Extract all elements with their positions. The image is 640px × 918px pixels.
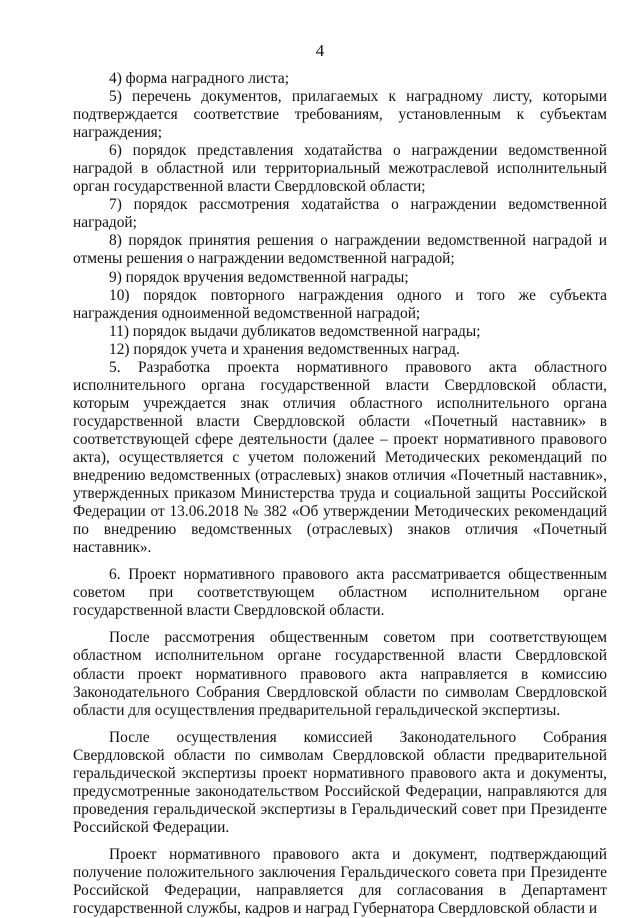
section-paragraph: 5. Разработка проекта нормативного правового акта областного исполнительного органа государственной власти Свердловской области, которым учреждается знак отличия областного исполнительного органа государственной власти Свердловской области «Почетный наставник» в соответствующей сфере деятельности (далее – проект нормативного правового акта), осуществляется с учетом положений Методических рекомендаций по внедрению ведомственных (отраслевых) знаков отличия «Почетный наставник», утвержденных приказом Министерства труда и социальной защиты Российской Федерации от 13.06.2018 № 382 «Об утверждении Методических рекомендаций по внедрению ведомственных (отраслевых) знаков отличия «Почетный наставник». <box>73 358 607 557</box>
list-item: 5) перечень документов, прилагаемых к наградному листу, которыми подтверждается соответствие требованиям, установленным к субъектам награждения; <box>73 88 607 142</box>
body-paragraph: После рассмотрения общественным советом при соответствующем областном исполнительном органе государственной власти Свердловской области проект нормативного правового акта направляется в комиссию Законодательного Собрания Свердловской области по символам Свердловской области для осуществления предварительной геральдической экспертизы. <box>73 629 607 719</box>
list-item: 11) порядок выдачи дубликатов ведомственной награды; <box>109 322 481 340</box>
list-item: 4) форма наградного листа; <box>109 70 290 87</box>
list-item: 6) порядок представления ходатайства о награждении ведомственной наградой в областной или территориальный межотраслевой исполнительный орган государственной власти Свердловской области; <box>73 142 607 196</box>
section-paragraph: 6. Проект нормативного правового акта рассматривается общественным советом при соответствующем областном исполнительном органе государственной власти Свердловской области. <box>73 566 607 620</box>
document-body <box>73 70 607 918</box>
list-item: 10) порядок повторного награждения одного и того же субъекта награждения одноименной ведомственной наградой; <box>73 286 607 322</box>
list-item: 9) порядок вручения ведомственной награды; <box>109 268 409 286</box>
body-paragraph: После осуществления комиссией Законодательного Собрания Свердловской области по символам Свердловской области предварительной геральдической экспертизы проект нормативного правового акта и документы, предусмотренные законодательством Российской Федерации, направляются для проведения геральдической экспертизы в Геральдический совет при Президенте Российской Федерации. <box>73 728 607 836</box>
list-item: 7) порядок рассмотрения ходатайства о награждении ведомственной наградой; <box>73 196 607 232</box>
body-paragraph: Проект нормативного правового акта и документ, подтверждающий получение положительного заключения Геральдического совета при Президенте Российской Федерации, направляется для согласования в Департамент государственной службы, кадров и наград Губернатора Свердловской области и <box>73 845 607 918</box>
list-item: 8) порядок принятия решения о награждении ведомственной наградой и отмены решения о награждении ведомственной наградой; <box>73 232 607 268</box>
list-item: 12) порядок учета и хранения ведомственных наград. <box>109 340 460 358</box>
page-number: 4 <box>315 41 325 60</box>
